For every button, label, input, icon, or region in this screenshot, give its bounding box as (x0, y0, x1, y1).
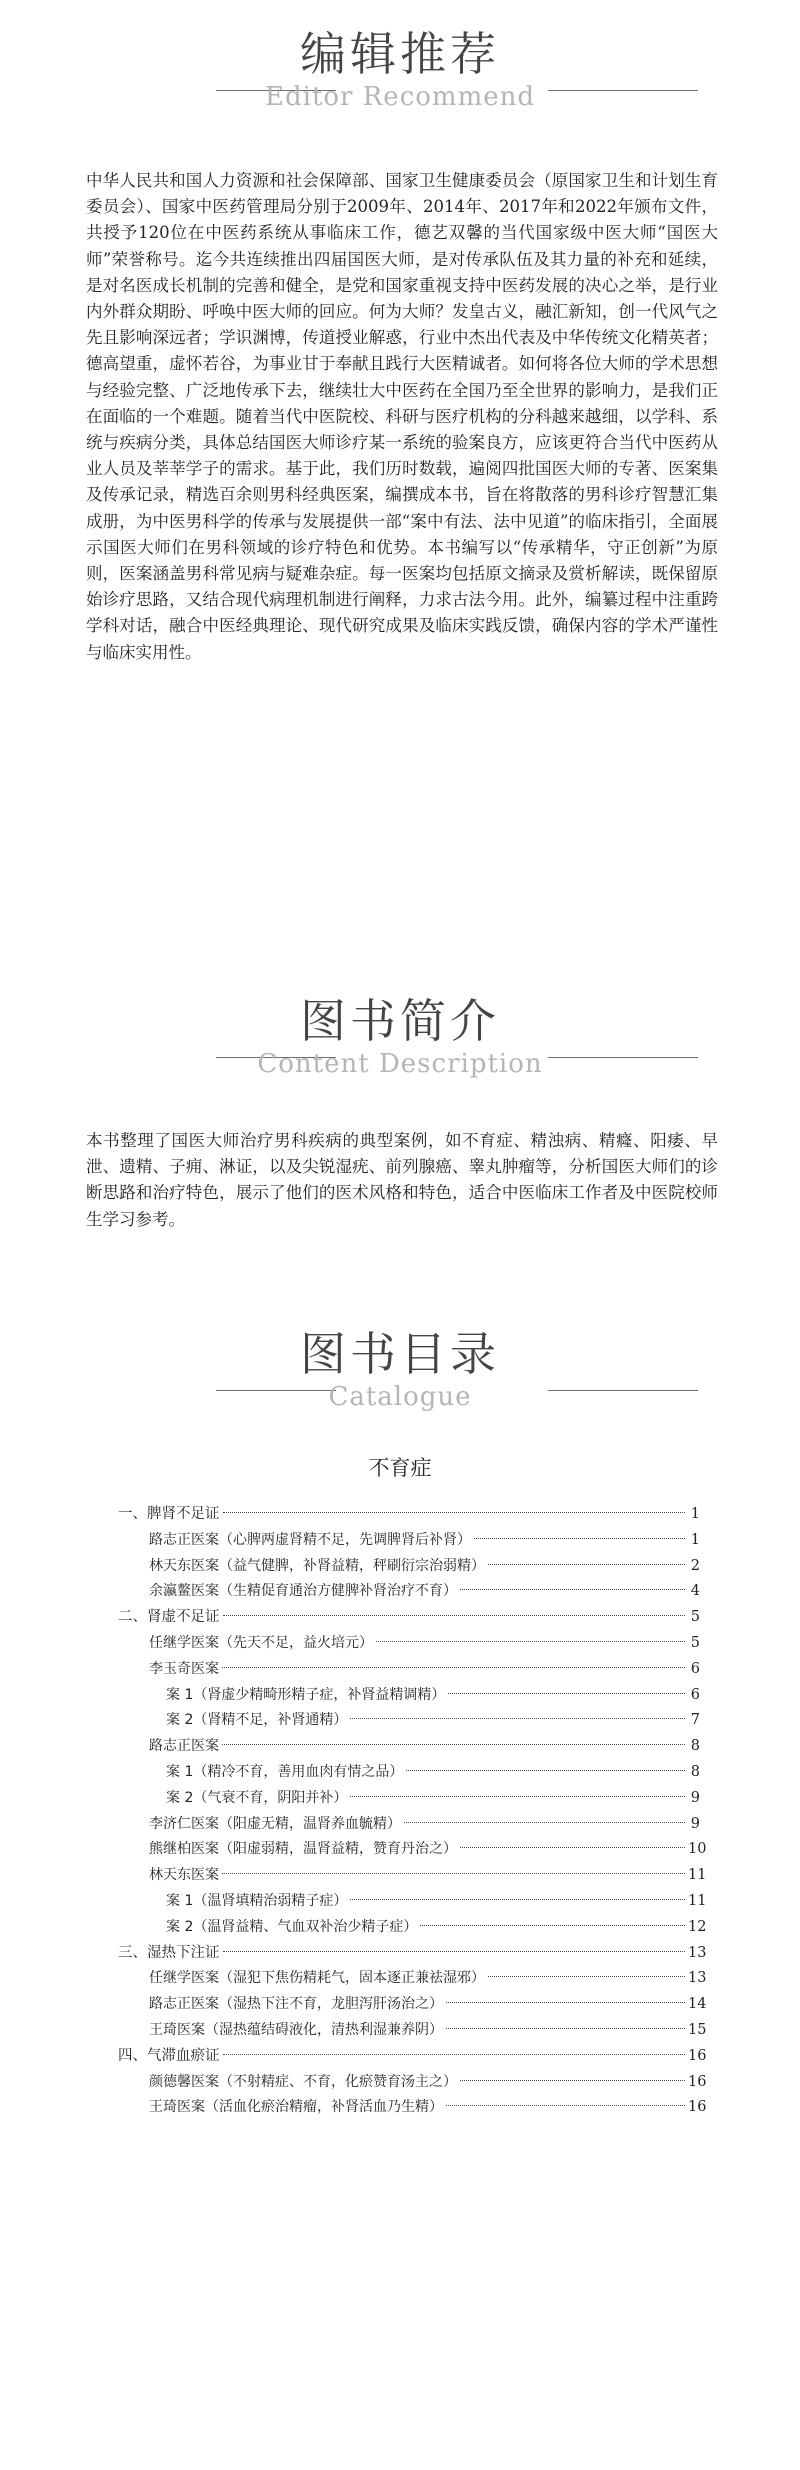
intro-subtitle: Content Description (257, 1049, 543, 1079)
toc-entry (118, 2070, 707, 2096)
toc-entry (118, 1760, 700, 1786)
toc-entry-page: 9 (690, 1789, 700, 1806)
toc-entry-label: 案 2（肾精不足，补肾通精） (166, 1712, 348, 1729)
toc-leader-dots (448, 1693, 685, 1694)
toc-leader-dots (223, 2054, 686, 2055)
toc-leader-dots (488, 1564, 685, 1565)
toc-entry-label: 二、肾虚不足证 (118, 1609, 220, 1626)
toc-entry-page: 4 (690, 1583, 700, 1600)
toc-leader-dots (222, 1873, 685, 1874)
toc-entry-page: 7 (690, 1712, 700, 1729)
toc-entry (118, 1657, 700, 1683)
toc-leader-dots (222, 1667, 685, 1668)
toc-entry-page: 1 (690, 1531, 700, 1548)
toc-entry-label: 王琦医案（活血化瘀治精瘤，补肾活血乃生精） (149, 2099, 443, 2116)
toc-entry-label: 颜德馨医案（不射精症、不育，化瘀赞育汤主之） (149, 2073, 457, 2090)
toc-entry (118, 1786, 700, 1812)
toc-entry-page: 16 (688, 2099, 707, 2116)
toc-leader-dots (474, 1538, 685, 1539)
toc-entry-page: 15 (688, 2021, 707, 2038)
toc-entry-label: 任继学医案（先天不足，益火培元） (149, 1634, 373, 1651)
toc-entry (118, 1734, 700, 1760)
toc-entry-label: 四、气滞血瘀证 (118, 2047, 220, 2064)
toc-leader-dots (446, 2002, 685, 2003)
toc-entry (118, 1502, 700, 1528)
toc-entry-label: 路志正医案 (149, 1738, 219, 1755)
toc-entry (118, 1631, 700, 1657)
toc-entry-label: 案 1（精冷不育，善用血肉有情之品） (166, 1763, 404, 1780)
table-of-contents (118, 1502, 707, 2121)
toc-entry (118, 1992, 707, 2018)
toc-entry (118, 1554, 700, 1580)
toc-entry-page: 13 (688, 1970, 707, 1987)
toc-entry-label: 李济仁医案（阳虚无精，温肾养血毓精） (149, 1815, 401, 1832)
toc-leader-dots (404, 1822, 685, 1823)
toc-leader-dots (376, 1641, 685, 1642)
intro-section-header (0, 985, 800, 1105)
toc-entry-page: 9 (690, 1815, 700, 1832)
toc-leader-dots (223, 1512, 686, 1513)
toc-entry (118, 1812, 700, 1838)
toc-leader-dots (488, 1976, 685, 1977)
toc-leader-dots (223, 1951, 686, 1952)
editor-subtitle: Editor Recommend (265, 82, 535, 112)
toc-entry (118, 2044, 707, 2070)
intro-text: 本书整理了国医大师治疗男科疾病的典型案例，如不育症、精浊病、精癃、阳痿、早泄、遗精、子痈、淋证，以及尖锐湿疣、前列腺癌、睾丸肿瘤等，分析国医大师们的诊断思路和治疗特色，展示了他们的医术风格和特色，适合中医临床工作者及中医院校师生学习参考。 (86, 1131, 718, 1229)
toc-entry-page: 5 (690, 1609, 700, 1626)
toc-entry-label: 路志正医案（湿热下注不育，龙胆泻肝汤治之） (149, 1996, 443, 2013)
toc-entry-label: 李玉奇医案 (149, 1660, 219, 1677)
toc-entry-page: 16 (688, 2047, 707, 2064)
toc-entry-page: 12 (688, 1918, 707, 1935)
toc-entry-page: 10 (688, 1841, 707, 1858)
toc-entry-label: 案 1（温肾填精治弱精子症） (166, 1892, 348, 1909)
toc-entry-label: 余瀛鳌医案（生精促育通治方健脾补肾治疗不育） (149, 1583, 457, 1600)
toc-entry-page: 14 (688, 1996, 707, 2013)
toc-entry-page: 11 (688, 1867, 707, 1884)
editor-title: 编辑推荐 (300, 27, 500, 81)
catalogue-section-header (0, 1318, 800, 1438)
toc-entry (118, 1683, 700, 1709)
toc-entry (118, 1941, 707, 1967)
intro-title: 图书简介 (300, 994, 500, 1048)
toc-entry-page: 16 (688, 2073, 707, 2090)
toc-entry-label: 一、脾肾不足证 (118, 1506, 220, 1522)
toc-entry (118, 1966, 707, 1992)
editor-section-header (0, 18, 800, 138)
toc-entry-label: 三、湿热下注证 (118, 1944, 220, 1961)
toc-leader-dots (223, 1615, 686, 1616)
toc-entry-label: 王琦医案（湿热蕴结碍液化，清热利湿兼养阴） (149, 2021, 443, 2038)
toc-entry (118, 1863, 707, 1889)
catalogue-chapter-heading: 不育症 (368, 1456, 432, 1480)
toc-entry-label: 路志正医案（心脾两虚肾精不足，先调脾肾后补肾） (149, 1531, 471, 1548)
toc-leader-dots (406, 1770, 685, 1771)
toc-entry (118, 2018, 707, 2044)
toc-leader-dots (350, 1796, 685, 1797)
toc-leader-dots (446, 2105, 685, 2106)
toc-leader-dots (222, 1744, 685, 1745)
toc-entry (118, 2095, 707, 2121)
toc-entry (118, 1528, 700, 1554)
toc-entry-label: 任继学医案（湿犯下焦伤精耗气，固本逐正兼祛湿邪） (149, 1970, 485, 1987)
toc-entry (118, 1889, 707, 1915)
toc-entry-page: 5 (690, 1634, 700, 1651)
toc-leader-dots (420, 1925, 685, 1926)
toc-leader-dots (460, 2080, 685, 2081)
editor-text: 中华人民共和国人力资源和社会保障部、国家卫生健康委员会（原国家卫生和计划生育委员会）、国家中医药管理局分别于2009年、2014年、2017年和2022年颁布文件，共授予120位在中医药系统从事临床工作，德艺双馨的当代国家级中医大师“国医大师”荣誉称号。迄今共连续推出四届国医大师，是对传承队伍及其力量的补充和延续，是对名医成长机制的完善和健全，是党和国家重视支持中医药发展的决心之举，是行业内外群众期盼、呼唤中医大师的回应。何为大师？发皇古义，融汇新知，创一代风气之先且影响深远者；学识渊博，传道授业解惑，行业中杰出代表及中华传统文化精英者；德高望重，虚怀若谷，为事业甘于奉献且践行大医精诚者。如何将各位大师的学术思想与经验完整、广泛地传承下去，继续壮大中医药在全国乃至全世界的影响力，是我们正在面临的一个难题。随着当代中医院校、科研与医疗机构的分科越来越细，以学科、系统与疾病分类，具体总结国医大师诊疗某一系统的验案良方，应该更符合当代中医药从业人员及莘莘学子的需求。基于此，我们历时数载，遍阅四批国医大师的专著、医案集及传承记录，精选百余则男科经典医案，编撰成本书，旨在将散落的男科诊疗智慧汇集成册，为中医男科学的传承与发展提供一部“案中有法、法中见道”的临床指引，全面展示国医大师们在男科领域的诊疗特色和优势。本书编写以“传承精华，守正创新”为原则，医案涵盖男科常见病与疑难杂症。每一医案均包括原文摘录及赏析解读，既保留原始诊疗思路，又结合现代病理机制进行阐释，力求古法今用。此外，编纂过程中注重跨学科对话，融合中医经典理论、现代研究成果及临床实践反馈，确保内容的学术严谨性与临床实用性。 (86, 171, 718, 662)
toc-leader-dots (350, 1899, 685, 1900)
toc-entry-label: 案 1（肾虚少精畸形精子症，补肾益精调精） (166, 1686, 446, 1703)
toc-leader-dots (460, 1589, 685, 1590)
toc-entry-label: 林天东医案（益气健脾，补肾益精，秤刷衍宗治弱精） (149, 1557, 485, 1574)
toc-entry-page: 8 (690, 1763, 700, 1780)
toc-leader-dots (350, 1718, 685, 1719)
toc-entry-label: 案 2（温肾益精、气血双补治少精子症） (166, 1918, 418, 1935)
toc-entry-page: 8 (690, 1738, 700, 1755)
toc-entry (118, 1579, 700, 1605)
toc-entry (118, 1605, 700, 1631)
toc-entry-page: 1 (690, 1506, 700, 1522)
toc-entry-label: 林天东医案 (149, 1867, 219, 1884)
toc-leader-dots (446, 2028, 685, 2029)
toc-entry-page: 2 (690, 1557, 700, 1574)
toc-entry-page: 13 (688, 1944, 707, 1961)
toc-entry (118, 1708, 700, 1734)
catalogue-title: 图书目录 (300, 1327, 500, 1381)
toc-entry (118, 1837, 707, 1863)
toc-entry-page: 11 (688, 1892, 707, 1909)
catalogue-subtitle: Catalogue (328, 1382, 472, 1412)
toc-entry-page: 6 (690, 1686, 700, 1703)
toc-entry-label: 案 2（气衰不育，阴阳并补） (166, 1789, 348, 1806)
toc-entry (118, 1915, 707, 1941)
toc-entry-page: 6 (690, 1660, 700, 1677)
toc-leader-dots (460, 1847, 685, 1848)
toc-entry-label: 熊继柏医案（阳虚弱精，温肾益精，赞育丹治之） (149, 1841, 457, 1858)
